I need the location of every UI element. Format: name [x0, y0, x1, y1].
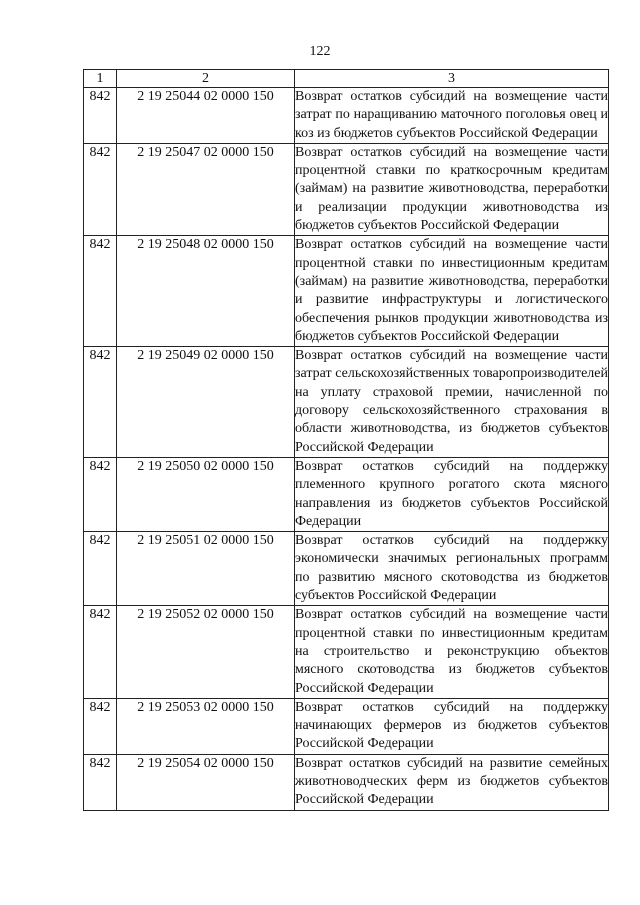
budget-code-cell: 2 19 25051 02 0000 150 [117, 532, 295, 606]
description-cell: Возврат остатков субсидий на возмещение части процентной ставки по краткосрочным кредитам (займам) на развитие животноводства, переработки и реализации продукции животноводства из бюджетов субъектов Российской Федерации [295, 143, 609, 235]
budget-code-table [83, 69, 609, 811]
admin-code-cell: 842 [84, 532, 117, 606]
budget-code-cell: 2 19 25047 02 0000 150 [117, 143, 295, 235]
budget-code-cell: 2 19 25050 02 0000 150 [117, 457, 295, 531]
admin-code-cell: 842 [84, 698, 117, 754]
description-cell: Возврат остатков субсидий на поддержку начинающих фермеров из бюджетов субъектов Российской Федерации [295, 698, 609, 754]
table-row [84, 347, 609, 458]
admin-code-cell: 842 [84, 88, 117, 144]
admin-code-cell: 842 [84, 236, 117, 347]
admin-code-cell: 842 [84, 347, 117, 458]
admin-code-cell: 842 [84, 143, 117, 235]
description-cell: Возврат остатков субсидий на поддержку экономически значимых региональных программ по развитию мясного скотоводства из бюджетов субъектов Российской Федерации [295, 532, 609, 606]
table-header-row [84, 70, 609, 88]
page-number: 122 [309, 44, 331, 59]
budget-code-cell: 2 19 25048 02 0000 150 [117, 236, 295, 347]
budget-code-cell: 2 19 25053 02 0000 150 [117, 698, 295, 754]
budget-code-cell: 2 19 25049 02 0000 150 [117, 347, 295, 458]
description-cell: Возврат остатков субсидий на возмещение части затрат по наращиванию маточного поголовья овец и коз из бюджетов субъектов Российской Федерации [295, 88, 609, 144]
budget-code-cell: 2 19 25044 02 0000 150 [117, 88, 295, 144]
table-row [84, 532, 609, 606]
table-row [84, 606, 609, 698]
column-header-2: 2 [117, 70, 295, 88]
description-cell: Возврат остатков субсидий на возмещение части затрат сельскохозяйственных товаропроизводителей на уплату страховой премии, начисленной по договору сельскохозяйственного страхования в области животноводства, из бюджетов субъектов Российской Федерации [295, 347, 609, 458]
description-cell: Возврат остатков субсидий на развитие семейных животноводческих ферм из бюджетов субъектов Российской Федерации [295, 754, 609, 810]
table-row [84, 754, 609, 810]
description-cell: Возврат остатков субсидий на возмещение части процентной ставки по инвестиционным кредитам (займам) на развитие животноводства, переработки и развитие инфраструктуры и логистического обеспечения рынков продукции животноводства из бюджетов субъектов Российской Федерации [295, 236, 609, 347]
table-row [84, 143, 609, 235]
admin-code-cell: 842 [84, 754, 117, 810]
budget-code-cell: 2 19 25052 02 0000 150 [117, 606, 295, 698]
column-header-3: 3 [295, 70, 609, 88]
budget-code-cell: 2 19 25054 02 0000 150 [117, 754, 295, 810]
table-row [84, 698, 609, 754]
column-header-1: 1 [84, 70, 117, 88]
table-row [84, 236, 609, 347]
table-row [84, 457, 609, 531]
description-cell: Возврат остатков субсидий на поддержку племенного крупного рогатого скота мясного направления из бюджетов субъектов Российской Федерации [295, 457, 609, 531]
description-cell: Возврат остатков субсидий на возмещение части процентной ставки по инвестиционным кредитам на строительство и реконструкцию объектов мясного скотоводства из бюджетов субъектов Российской Федерации [295, 606, 609, 698]
admin-code-cell: 842 [84, 606, 117, 698]
table-row [84, 88, 609, 144]
admin-code-cell: 842 [84, 457, 117, 531]
